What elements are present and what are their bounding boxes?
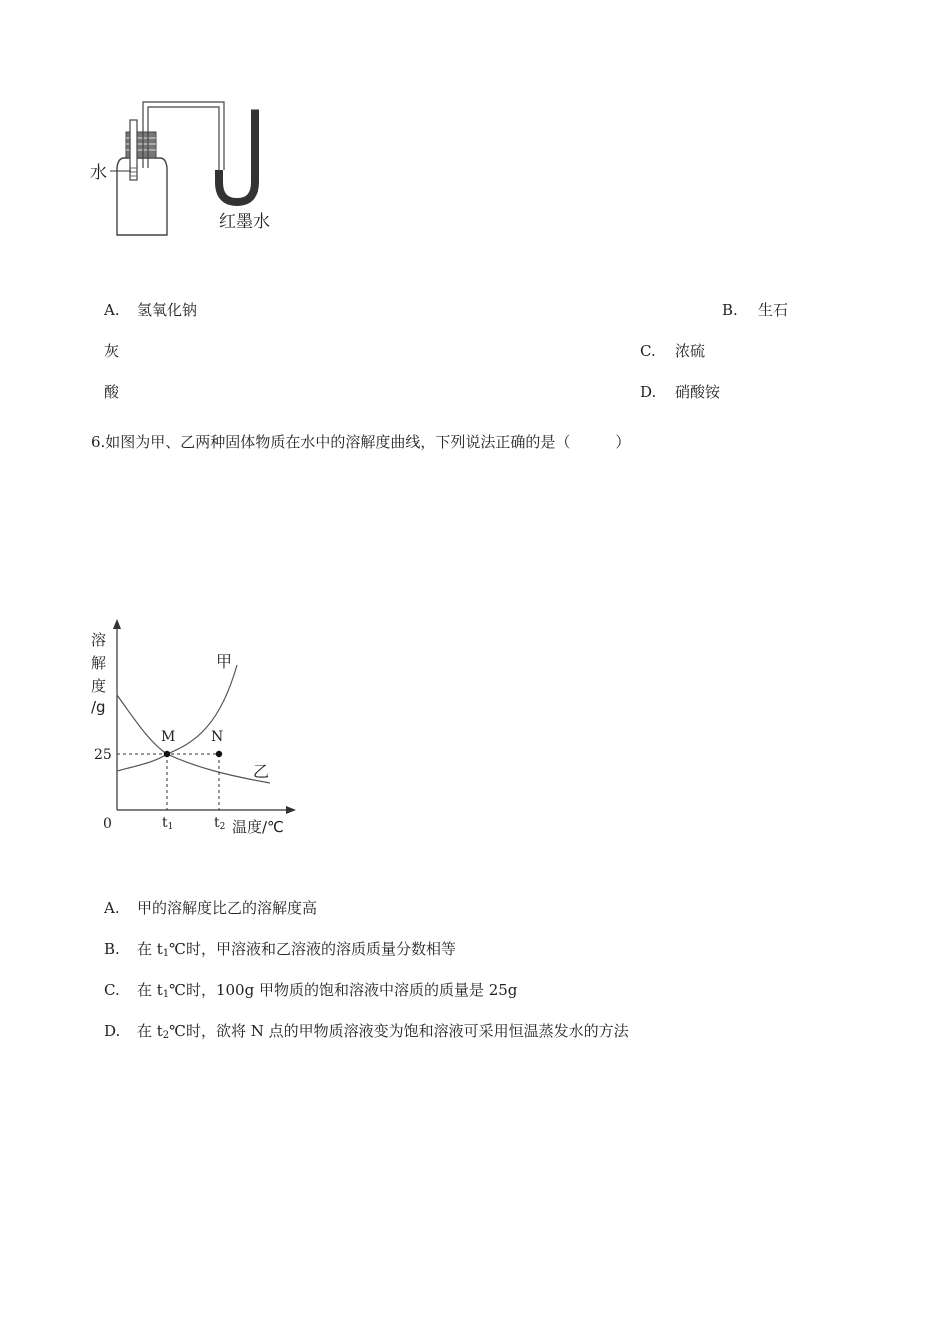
dropper-tube [130,120,137,180]
option-d-text: 硝酸铵 [675,383,721,401]
point-n [216,751,222,757]
y-label-2: 解 [91,654,107,672]
water-label: 水 [90,163,107,183]
option-a-text: 氢氧化钠 [137,301,198,319]
q6-option-c-letter[interactable]: C. [104,981,120,999]
q6-option-d-text: 在 $t_2℃$时，欲将 N 点的甲物质溶液变为饱和溶液可采用恒温蒸发水的方法 [137,1022,629,1041]
option-b-letter[interactable]: B. [722,301,738,319]
y-label-4: /g [91,698,106,716]
y-axis-arrow [113,619,121,629]
q6-option-a-letter[interactable]: A. [104,899,120,917]
bottle-body [117,158,167,235]
apparatus-figure [80,90,290,250]
x-tick-t1: t1 [162,815,174,832]
solubility-chart [85,615,305,845]
option-c-letter[interactable]: C. [640,342,656,360]
y-tick-25: 25 [94,747,112,763]
y-label-3: 度 [91,677,107,695]
option-c-text: 浓硫 [675,342,706,360]
q6-option-b-text: 在 $t_1℃$时，甲溶液和乙溶液的溶质质量分数相等 [137,940,456,959]
question-6-stem: 6.如图为甲、乙两种固体物质在水中的溶解度曲线，下列说法正确的是（ ） [91,433,631,451]
q6-option-d-letter[interactable]: D. [104,1022,121,1040]
curve-yi-label: 乙 [253,762,270,781]
q6-option-b-letter[interactable]: B. [104,940,120,958]
point-m [164,751,170,757]
option-c-text-cont: 酸 [104,383,120,401]
q6-option-c-text: 在 $t_1℃$时，100g 甲物质的饱和溶液中溶质的质量是 25g [137,981,518,1000]
x-tick-t2: t2 [214,815,226,832]
point-m-label: M [161,729,176,745]
x-axis-arrow [286,806,296,814]
y-label-1: 溶 [91,631,107,649]
option-b-text: 生石 [758,301,789,319]
option-d-letter[interactable]: D. [640,383,657,401]
x-axis-label: 温度/℃ [232,818,284,836]
point-n-label: N [211,729,224,745]
option-a-letter[interactable]: A. [104,301,120,319]
option-b-text-cont: 灰 [104,342,120,360]
curve-jia-label: 甲 [216,652,233,671]
red-ink-label: 红墨水 [219,212,270,232]
origin-label: 0 [103,816,112,832]
q6-option-a-text: 甲的溶解度比乙的溶解度高 [137,899,318,917]
